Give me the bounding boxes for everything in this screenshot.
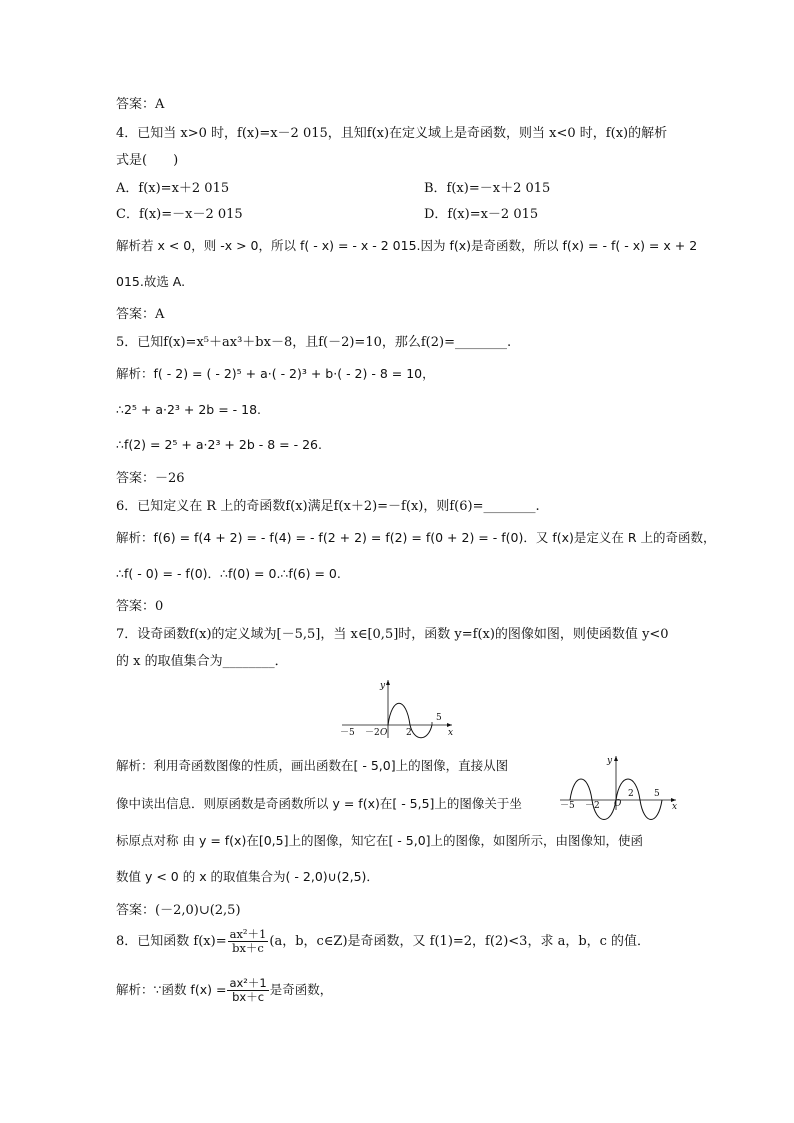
- fraction-numerator: ax²＋1: [229, 927, 267, 941]
- solution-4-line1: 解析若 x < 0，则 -x > 0，所以 f( - x) = - x - 2 015.因为 f(x)是奇函数，所以 f(x) = - f( - x) = x + 2: [116, 238, 698, 253]
- label-y: y: [607, 756, 613, 766]
- question-8-prefix: 8．已知函数 f(x)=: [116, 934, 227, 949]
- tick-label-2: 2: [628, 789, 634, 799]
- question-5: 5．已知f(x)=x⁵＋ax³＋bx－8，且f(－2)=10，那么f(2)=________.: [116, 335, 512, 350]
- solution-7-line4: 数值 y < 0 的 x 的取值集合为( - 2,0)∪(2,5)．: [116, 869, 379, 884]
- y-arrow: [386, 680, 390, 685]
- fraction-numerator: ax²＋1: [229, 976, 267, 990]
- label-y: y: [380, 681, 386, 691]
- fraction-sol8: [227, 977, 268, 1004]
- tick-label-2: 2: [406, 728, 412, 738]
- fraction-denominator: bx＋c: [232, 990, 265, 1004]
- tick-label-5: 5: [436, 713, 442, 723]
- solution-8-prefix: 解析：∵函数 f(x) =: [116, 982, 227, 997]
- solution-6-line2: ∴f( - 0) = - f(0)．∴f(0) = 0.∴f(6) = 0.: [116, 566, 341, 581]
- solution-8-suffix: 是奇函数，: [269, 982, 333, 997]
- fraction-denominator: bx＋c: [232, 941, 264, 955]
- question-6: 6．已知定义在 R 上的奇函数f(x)满足f(x＋2)=－f(x)，则f(6)=________.: [116, 499, 540, 514]
- graph-q7: [340, 676, 460, 742]
- tick-label-neg5: －5: [560, 801, 575, 811]
- y-arrow: [614, 756, 618, 761]
- tick-label-neg2: －2: [365, 728, 380, 738]
- solution-5-line1: 解析：f( - 2) = ( - 2)⁵ + a·( - 2)³ + b·( - 2) - 8 = 10，: [116, 366, 435, 381]
- label-x: x: [672, 802, 678, 812]
- option-4b: B．f(x)=－x＋2 015: [424, 181, 551, 196]
- solution-8-line1: [116, 975, 332, 1005]
- x-arrow: [447, 723, 452, 727]
- tick-label-neg5: －5: [340, 728, 355, 738]
- option-4d: D．f(x)=x－2 015: [424, 207, 539, 222]
- solution-7-line3: 标原点对称 由 y = f(x)在[0,5]上的图像，知它在[ - 5,0]上的图像，如图所示，由图像知，使函: [116, 833, 644, 848]
- option-4c: C．f(x)=－x－2 015: [116, 207, 243, 222]
- question-8: [116, 927, 650, 957]
- graph-q7-solution: [558, 754, 680, 812]
- solution-7-line1: 解析：利用奇函数图像的性质，画出函数在[ - 5,0]上的图像，直接从图: [116, 758, 509, 773]
- option-4a: A．f(x)=x＋2 015: [116, 181, 230, 196]
- tick-label-neg2: －2: [585, 801, 600, 811]
- label-origin: O: [614, 799, 622, 809]
- solution-4-line2: 015.故选 A.: [116, 274, 186, 289]
- question-4-line1: 4．已知当 x>0 时，f(x)=x－2 015，且知f(x)在定义域上是奇函数，则当 x<0 时，f(x)的解析: [116, 126, 668, 141]
- fraction-q8: [228, 928, 269, 955]
- solution-7-line2: 像中读出信息．则原函数是奇函数所以 y = f(x)在[ - 5,5]上的图像关于坐: [116, 796, 522, 811]
- answer-q7: 答案：(－2,0)∪(2,5): [116, 903, 241, 918]
- solution-6-line1: 解析：f(6) = f(4 + 2) = - f(4) = - f(2 + 2) = f(2) = f(0 + 2) = - f(0)．又 f(x)是定义在 R 上的奇函数，: [116, 530, 716, 545]
- solution-5-line3: ∴f(2) = 2⁵ + a·2³ + 2b - 8 = - 26.: [116, 437, 322, 452]
- question-8-suffix: (a，b，c∈Z)是奇函数，又 f(1)=2，f(2)<3，求 a，b，c 的值．: [269, 934, 651, 949]
- question-7-line2: 的 x 的取值集合为________．: [116, 654, 288, 669]
- label-x: x: [448, 728, 454, 738]
- question-4-line2: 式是( ): [116, 153, 179, 168]
- tick-label-5: 5: [654, 789, 660, 799]
- question-7-line1: 7．设奇函数f(x)的定义域为[－5,5]，当 x∈[0,5]时，函数 y=f(x)的图像如图，则使函数值 y<0: [116, 627, 669, 642]
- answer-q5: 答案：－26: [116, 471, 185, 486]
- answer-q6: 答案：0: [116, 599, 164, 614]
- answer-q3: 答案：A: [116, 97, 165, 112]
- label-origin: O: [380, 728, 388, 738]
- solution-5-line2: ∴2⁵ + a·2³ + 2b = - 18.: [116, 402, 262, 417]
- answer-q4: 答案：A: [116, 307, 165, 322]
